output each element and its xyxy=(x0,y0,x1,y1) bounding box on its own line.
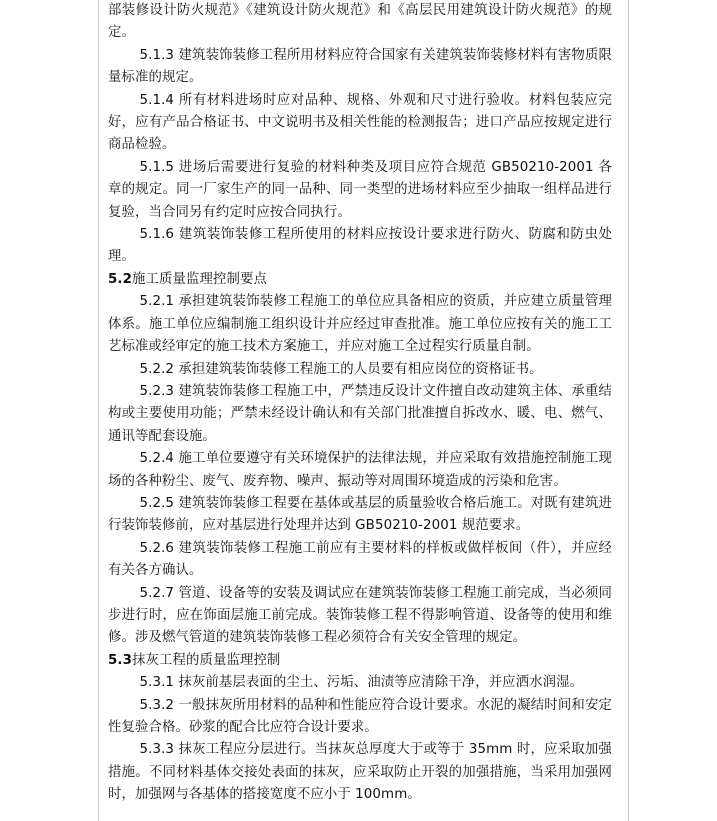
paragraph: 5.2.4 施工单位要遵守有关环境保护的法律法规，并应采取有效措施控制施工现场的各种粉尘、废气、废弃物、噪声、振动等对周围环境造成的污染和危害。 xyxy=(108,451,612,489)
section-title: 抹灰工程的质量监理控制 xyxy=(132,652,281,668)
paragraph: 5.3.1 抹灰前基层表面的尘土、污垢、油渍等应清除干净，并应洒水润湿。 xyxy=(139,675,584,691)
paragraph: 5.3.2 一般抹灰所用材料的品种和性能应符合设计要求。水泥的凝结时间和安定性复验合格。砂浆的配合比应符合设计要求。 xyxy=(108,697,612,735)
section-title: 施工质量监理控制要点 xyxy=(132,271,267,287)
section-heading xyxy=(108,269,612,291)
paragraph: 5.2.7 管道、设备等的安装及调试应在建筑装饰装修工程施工前完成，当必须同步进行时，应在饰面层施工前完成。装饰装修工程不得影响管道、设备等的使用和维修。涉及燃气管道的建筑装饰装修工程必须符合有关安全管理的规定。 xyxy=(108,585,612,646)
left-margin-line xyxy=(98,0,99,821)
right-margin-line xyxy=(628,0,629,821)
paragraph: 5.2.1 承担建筑装饰装修工程施工的单位应具备相应的资质，并应建立质量管理体系。施工单位应编制施工组织设计并应经过审查批准。施工单位应按有关的施工工艺标准或经审定的施工技术方案施工，并应对施工全过程实行质量自制。 xyxy=(108,294,612,355)
paragraph: 5.1.6 建筑装饰装修工程所使用的材料应按设计要求进行防火、防腐和防虫处理。 xyxy=(108,227,612,265)
paragraph: 5.1.5 进场后需要进行复验的材料种类及项目应符合规范 GB50210-2001 各章的规定。同一厂家生产的同一品种、同一类型的进场材料应至少抽取一组样品进行复验，当合同另有约定时应按合同执行。 xyxy=(108,159,612,220)
document-body xyxy=(108,0,612,807)
paragraph: 5.3.3 抹灰工程应分层进行。当抹灰总厚度大于或等于 35mm 时，应采取加强措施。不同材料基体交接处表面的抹灰，应采取防止开裂的加强措施，当采用加强网时，加强网与各基体的搭接宽度不应小于 100mm。 xyxy=(108,742,612,803)
paragraph: 部装修设计防火规范》《建筑设计防火规范》和《高层民用建筑设计防火规范》的规定。 xyxy=(108,3,612,41)
paragraph: 5.2.5 建筑装饰装修工程要在基体或基层的质量验收合格后施工。对既有建筑进行装饰装修前，应对基层进行处理并达到 GB50210-2001 规范要求。 xyxy=(108,495,612,534)
paragraph: 5.2.6 建筑装饰装修工程施工前应有主要材料的样板或做样板间（件），并应经有关各方确认。 xyxy=(108,540,612,579)
section-heading xyxy=(108,650,612,672)
paragraph: 5.1.4 所有材料进场时应对品种、规格、外观和尺寸进行验收。材料包装应完好，应有产品合格证书、中文说明书及相关性能的检测报告；进口产品应按规定进行商品检验。 xyxy=(108,92,612,153)
paragraph: 5.2.3 建筑装饰装修工程施工中，严禁违反设计文件擅自改动建筑主体、承重结构或主要使用功能；严禁未经设计确认和有关部门批准擅自拆改水、暖、电、燃气、通讯等配套设施。 xyxy=(108,383,612,444)
paragraph: 5.2.2 承担建筑装饰装修工程施工的人员要有相应岗位的资格证书。 xyxy=(139,361,543,377)
section-number: 5.3 xyxy=(108,652,133,668)
paragraph: 5.1.3 建筑装饰装修工程所用材料应符合国家有关建筑装饰装修材料有害物质限量标准的规定。 xyxy=(108,47,612,86)
section-number: 5.2 xyxy=(108,271,133,287)
